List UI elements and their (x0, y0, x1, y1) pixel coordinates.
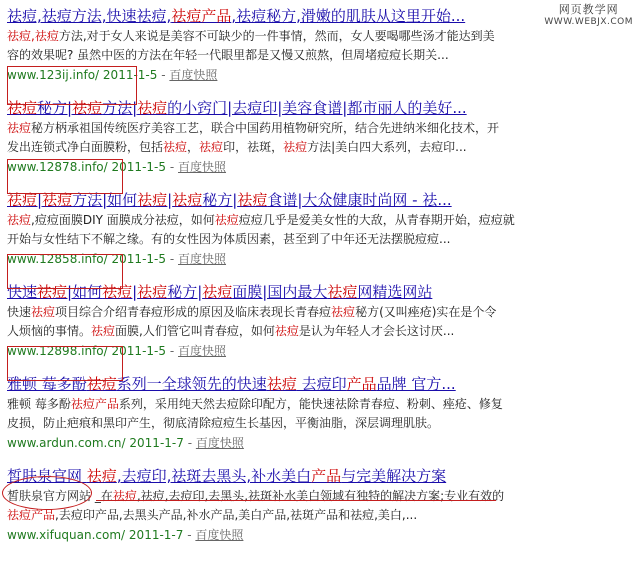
snippet-line (7, 119, 547, 138)
result-url: www.12858.info/ (7, 252, 108, 266)
meta-separator: - (169, 344, 175, 358)
result-meta (7, 526, 567, 544)
snippet-text: 是认为年轻人才会长这讨厌... (298, 324, 455, 338)
snippet-text: 秘方柄承祖国传统医疗美容工艺，联合中国药用植物研究所，结合先进纳米细化技术，开 (31, 121, 500, 135)
cached-snapshot-link[interactable]: 百度快照 (178, 344, 227, 358)
keyword-highlight: 祛痘 (163, 140, 188, 154)
snippet-line (7, 395, 547, 414)
snippet-text: ， (187, 140, 200, 154)
title-text: 雅顿 莓多酚 (7, 375, 87, 393)
snippet-text: ,痘痘面膜DIY 面膜成分祛痘，如何 (31, 213, 215, 227)
keyword-highlight: 祛痘 (91, 324, 116, 338)
snippet-text: ,去痘印产品,去黑头产品,补水产品,美白产品,祛斑产品和祛痘,美白,... (55, 508, 418, 522)
title-text: 快速 (7, 283, 38, 301)
keyword-highlight: 祛痘 (202, 283, 233, 301)
keyword-highlight: 祛痘 (72, 99, 103, 117)
snippet-line (7, 487, 547, 506)
snippet-line (7, 138, 547, 157)
result-meta (7, 66, 567, 84)
result-date: 2011-1-5 (111, 252, 166, 266)
snippet-line (7, 303, 547, 322)
snippet-text: 印，祛斑， (223, 140, 284, 154)
title-text: 祛痘,祛痘方法,快速祛痘, (7, 7, 172, 25)
keyword-highlight: 祛痘 (7, 213, 32, 227)
result-title-link[interactable] (7, 190, 567, 210)
keyword-highlight: 产品 (346, 375, 377, 393)
snippet-line (7, 230, 547, 249)
result-meta (7, 250, 567, 268)
snippet-line (7, 46, 547, 65)
title-text: 秘方| (37, 99, 73, 117)
search-result (7, 98, 567, 176)
result-snippet (7, 27, 547, 65)
search-result (7, 466, 567, 544)
search-result (7, 282, 567, 360)
snippet-line (7, 322, 547, 341)
result-date: 2011-1-5 (111, 160, 166, 174)
snippet-text: 容的效果呢? 虽然中医的方法在年轻一代眼里都是又慢又煎熬，但周堵痘痘长期关... (7, 48, 449, 62)
result-title-link[interactable] (7, 466, 567, 486)
keyword-highlight: 祛痘 (31, 305, 56, 319)
keyword-highlight: 祛痘 (86, 467, 117, 485)
result-url: www.12898.info/ (7, 344, 108, 358)
keyword-highlight: 祛痘 (274, 324, 299, 338)
cached-snapshot-link[interactable]: 百度快照 (169, 68, 218, 82)
keyword-highlight: 祛痘 (7, 99, 38, 117)
snippet-line (7, 414, 547, 433)
keyword-highlight: 祛痘 (112, 489, 137, 503)
result-snippet (7, 303, 547, 341)
keyword-highlight: 祛痘 (137, 99, 168, 117)
keyword-highlight: 祛痘,祛痘 (7, 29, 59, 43)
result-date: 2011-1-7 (129, 436, 184, 450)
keyword-highlight: 祛痘产品 (171, 7, 232, 25)
result-meta (7, 434, 567, 452)
result-snippet (7, 487, 547, 525)
meta-separator: - (187, 528, 192, 542)
meta-separator: - (161, 68, 166, 82)
snippet-text: 皙肤泉官方网站 _在 (7, 489, 113, 503)
keyword-highlight: 祛痘 (102, 283, 133, 301)
title-text: 方法| (102, 99, 138, 117)
title-text: | (37, 191, 43, 209)
search-results-list (7, 6, 567, 558)
snippet-text: ,祛痘,去痘印,去黑头,祛斑补水美白领域有独特的解决方案;专业有效的 (136, 489, 505, 503)
keyword-highlight: 祛痘 (86, 375, 117, 393)
keyword-highlight: 产品 (311, 467, 342, 485)
keyword-highlight: 祛痘 (266, 375, 297, 393)
snippet-text: 发出连锁式净白面膜粉，包括 (7, 140, 164, 154)
keyword-highlight: 祛痘 (214, 213, 239, 227)
title-text: 的小窍门|去痘印|美容食谱|都市丽人的美好... (167, 99, 467, 117)
result-title-link[interactable] (7, 282, 567, 302)
snippet-text: 方法,对于女人来说是美容不可缺少的一件事情，然而，女人要喝哪些汤才能达到美 (58, 29, 495, 43)
result-url: www.xifuquan.com/ (7, 528, 126, 542)
result-meta (7, 158, 567, 176)
keyword-highlight: 祛痘 (7, 121, 32, 135)
title-text: 面膜|国内最大 (232, 283, 328, 301)
keyword-highlight: 祛痘 (331, 305, 356, 319)
title-text: |如何 (67, 283, 103, 301)
meta-separator: - (169, 252, 175, 266)
title-text: 品牌 官方... (376, 375, 456, 393)
result-date: 2011-1-7 (128, 528, 184, 542)
title-text: 食谱|大众健康时尚网 - 祛... (267, 191, 452, 209)
result-snippet (7, 395, 547, 433)
keyword-highlight: 祛痘产品 (7, 508, 56, 522)
title-text: | (132, 283, 138, 301)
title-text: ,祛痘秘方,滑嫩的肌肤从这里开始... (231, 7, 466, 25)
result-date: 2011-1-5 (102, 68, 158, 82)
title-text: 秘方| (167, 283, 203, 301)
keyword-highlight: 祛痘 (137, 191, 168, 209)
snippet-text: 开始与女性结下不解之缘。有的女性因为体质因素，甚至到了中年还无法摆脱痘痘... (7, 232, 451, 246)
cached-snapshot-link[interactable]: 百度快照 (195, 528, 244, 542)
keyword-highlight: 祛痘 (37, 283, 68, 301)
keyword-highlight: 祛痘 (327, 283, 358, 301)
watermark-line1: 网页教学网 (558, 3, 619, 16)
result-url: www.12878.info/ (7, 160, 108, 174)
result-url: www.ardun.com.cn/ (7, 436, 126, 450)
cached-snapshot-link[interactable]: 百度快照 (195, 436, 244, 450)
title-text: 皙肤泉官网 (7, 467, 83, 485)
title-text: 与完美解决方案 (341, 467, 447, 485)
title-text: 系列一全球领先的快速 (116, 375, 267, 393)
cached-snapshot-link[interactable]: 百度快照 (178, 160, 227, 174)
watermark-line2: WWW.WEBJX.COM (544, 17, 633, 27)
search-result (7, 374, 567, 452)
snippet-line (7, 211, 547, 230)
title-text: | (167, 191, 173, 209)
snippet-text: 皮损，防止疤痕和黑印产生，彻底清除痘痘生长基因，平衡油脂，深层调理肌肤。 (7, 416, 440, 430)
keyword-highlight: 祛痘 (42, 191, 73, 209)
title-text: 网精选网站 (357, 283, 433, 301)
snippet-text: 方法|美白四大系列，去痘印... (307, 140, 467, 154)
snippet-text: 痘痘几乎是爱美女性的大敌，从青春期开始，痘痘就 (238, 213, 515, 227)
keyword-highlight: 祛痘 (137, 283, 168, 301)
snippet-text: 雅顿 莓多酚 (7, 397, 71, 411)
title-text: 方法|如何 (72, 191, 138, 209)
result-date: 2011-1-5 (111, 344, 166, 358)
snippet-line (7, 506, 547, 525)
result-title-link[interactable] (7, 6, 567, 26)
search-result (7, 6, 567, 84)
snippet-text: 快速 (7, 305, 32, 319)
keyword-highlight: 祛痘 (237, 191, 268, 209)
keyword-highlight: 祛痘 (199, 140, 224, 154)
result-snippet (7, 211, 547, 249)
cached-snapshot-link[interactable]: 百度快照 (178, 252, 227, 266)
result-snippet (7, 119, 547, 157)
result-title-link[interactable] (7, 98, 567, 118)
keyword-highlight: 祛痘 (172, 191, 203, 209)
result-title-link[interactable] (7, 374, 567, 394)
title-text: 去痘印 (296, 375, 347, 393)
meta-separator: - (169, 160, 175, 174)
snippet-line (7, 27, 547, 46)
result-url: www.123ij.info/ (7, 68, 100, 82)
snippet-text: 系列，采用纯天然去痘除印配方，能快速祛除青春痘、粉刺、痤疮、修复 (118, 397, 503, 411)
meta-separator: - (187, 436, 193, 450)
snippet-text: 秘方(又叫痤疮)实在是个令 (355, 305, 497, 319)
snippet-text: 面膜,人们管它叫青春痘，如何 (115, 324, 275, 338)
keyword-highlight: 祛痘产品 (70, 397, 119, 411)
snippet-text: 项目综合介绍青春痘形成的原因及临床表现长青春痘 (55, 305, 332, 319)
title-text: ,去痘印,祛斑去黑头,补水美白 (116, 467, 312, 485)
keyword-highlight: 祛痘 (7, 191, 38, 209)
search-result (7, 190, 567, 268)
snippet-text: 人烦恼的事情。 (7, 324, 92, 338)
keyword-highlight: 祛痘 (283, 140, 308, 154)
result-meta (7, 342, 567, 360)
title-text: 秘方| (202, 191, 238, 209)
